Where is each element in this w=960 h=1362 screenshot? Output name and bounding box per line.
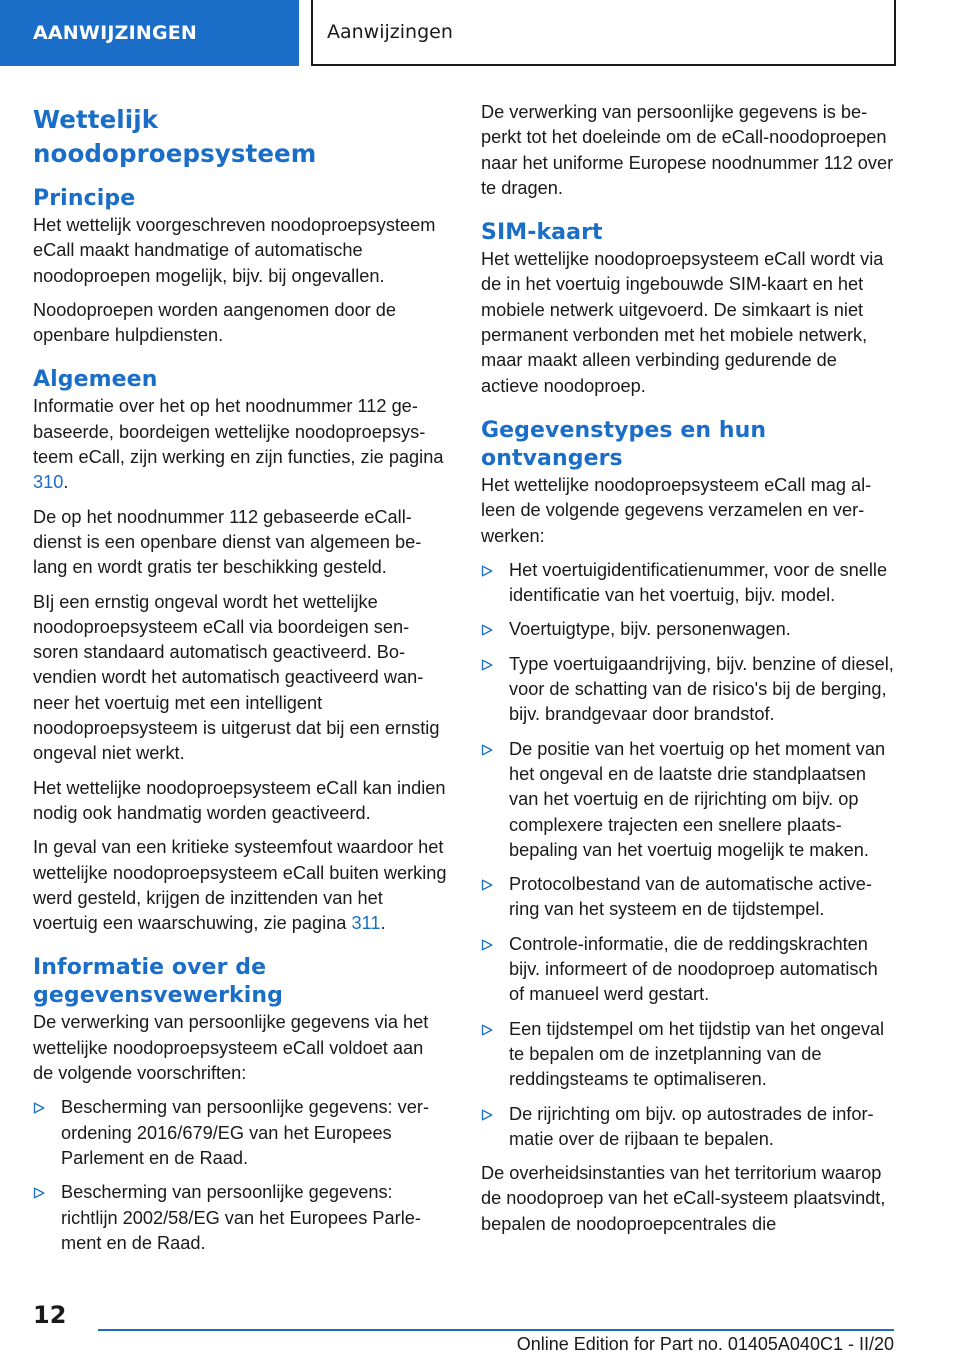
paragraph: BIj een ernstig ongeval wordt het wettelijke noodoproepsysteem eCall via boordeigen sensoren standaard automatisch geactiveerd. Bovendien wordt het automatisch geactiveerd wanneer het voertuig met een intelligent noodoproepsysteem is uitgerust dat bij een ernstig ongeval niet werkt. xyxy=(33,591,440,764)
heading-sim-kaart: SIM-kaart xyxy=(481,220,603,246)
triangle-right-outline-icon xyxy=(481,879,493,891)
paragraph-text: Informatie over het op het noodnummer 112 gebaseerde, boordeigen wettelijke noodoproepsysteem eCall, zijn werking en zijn functies, zie pagina xyxy=(33,396,444,468)
list-item-text: Type voertuigaandrijving, bijv. benzine of diesel, voor de schatting van de risico's bij de berging, bijv. brandgevaar door brandstof. xyxy=(509,653,894,725)
triangle-right-outline-icon xyxy=(33,1187,45,1199)
list-item-text: De rijrichting om bijv. op autostrades de informatie over de rijbaan te bepalen. xyxy=(509,1103,874,1149)
list-item-text: Bescherming van persoonlijke gegevens: verordening 2016/679/EG van het Europees Parlement en de Raad. xyxy=(61,1097,429,1168)
triangle-right-outline-icon xyxy=(481,624,493,636)
paragraph: Het wettelijke noodoproepsysteem eCall wordt via de in het voertuig ingebouwde SIM-kaart en het mobiele netwerk uitgevoerd. De simkaart is niet permanent verbonden met het mobiele netwerk, maar maakt alleen verbinding gedurende de actieve noodoproep. xyxy=(481,249,884,396)
list-item-text: Bescherming van persoonlijke gegevens: richtlijn 2002/58/EG van het Europees Parlement en de Raad. xyxy=(61,1182,421,1253)
triangle-right-outline-icon xyxy=(481,659,493,671)
list-item xyxy=(481,872,895,923)
list-item xyxy=(481,558,895,609)
paragraph: Het wettelijk voorgeschreven noodoproepsysteem eCall maakt handmatige of automatische noodoproepen mogelijk, bijv. bij ongevallen. xyxy=(33,215,436,286)
triangle-right-outline-icon xyxy=(481,939,493,951)
list-item xyxy=(481,652,895,728)
paragraph: De overheidsinstanties van het territorium waarop de noodoproep van het eCall-systeem plaatsvindt, bepalen de noodoproepcentrales die xyxy=(481,1163,886,1234)
triangle-right-outline-icon xyxy=(481,1109,493,1121)
triangle-right-outline-icon xyxy=(481,744,493,756)
triangle-right-outline-icon xyxy=(481,565,493,577)
heading-gegevenstypes: Gegevenstypes en hun ontvangers xyxy=(481,417,767,471)
page-link-311[interactable]: 311 xyxy=(351,913,381,934)
footer-rule xyxy=(98,1329,894,1331)
heading-line: Informatie over de xyxy=(33,955,267,981)
list-item xyxy=(481,617,895,642)
heading-line: gegevensvewerking xyxy=(33,983,283,1009)
heading-informatie xyxy=(33,954,447,1010)
paragraph: De verwerking van persoonlijke gegevens is beperkt tot het doeleinde om de eCall-noodoproepen naar het uniforme Europese noodnummer 112 over te dragen. xyxy=(481,102,894,198)
list-item-text: Voertuigtype, bijv. personenwagen. xyxy=(509,619,791,640)
list-item-text: Het voertuigidentificatienummer, voor de snelle identificatie van het voertuig, bijv. model. xyxy=(509,559,888,606)
heading-principe: Principe xyxy=(33,186,136,211)
bullet-list xyxy=(33,1095,447,1256)
section-tab: AANWIJZINGEN xyxy=(0,0,299,66)
bullet-list xyxy=(481,558,895,1152)
triangle-right-outline-icon xyxy=(33,1102,45,1114)
list-item xyxy=(481,1017,895,1093)
list-item-text: Controle-informatie, die de reddingskrachten bijv. informeert of de noodoproep automatisch of manueel werd gestart. xyxy=(509,933,878,1005)
list-item xyxy=(33,1095,447,1171)
right-column xyxy=(481,100,895,1246)
paragraph-text: . xyxy=(63,472,69,493)
list-item xyxy=(33,1180,447,1256)
paragraph: Het wettelijke noodoproepsysteem eCall kan indien nodig ook handmatig worden geactiveerd. xyxy=(33,777,446,823)
paragraph: Noodoproepen worden aangenomen door de openbare hulpdiensten. xyxy=(33,299,397,346)
paragraph: De verwerking van persoonlijke gegevens via het wettelijke noodoproepsysteem eCall voldoet aan de volgende voorschriften: xyxy=(33,1012,429,1084)
list-item-text: Een tijdstempel om het tijdstip van het ongeval te bepalen om de inzetplanning van de reddingsteams te optimaliseren. xyxy=(509,1018,885,1090)
list-item xyxy=(481,932,895,1008)
paragraph-text: . xyxy=(380,913,386,934)
page-link-310[interactable]: 310 xyxy=(33,472,64,493)
chapter-title: Aanwijzingen xyxy=(311,0,896,66)
footer-edition: Online Edition for Part no. 01405A040C1 - II/20 xyxy=(516,1334,894,1354)
list-item-text: De positie van het voertuig op het moment van het ongeval en de laatste drie standplaatsen van het voertuig en de rijrichting om bijv. op complexere trajecten een snellere plaatsbepaling van het voertuig mogelijk te maken. xyxy=(509,738,886,860)
page-number: 12 xyxy=(33,1301,67,1329)
paragraph xyxy=(33,835,447,936)
triangle-right-outline-icon xyxy=(481,1024,493,1036)
page-title: Wettelijk noodoproepsysteem xyxy=(33,105,317,168)
heading-algemeen: Algemeen xyxy=(33,367,158,393)
list-item-text: Protocolbestand van de automatische activering van het systeem en de tijdstempel. xyxy=(509,874,872,920)
paragraph xyxy=(33,394,447,495)
left-column xyxy=(33,100,447,1265)
paragraph-text: In geval van een kritieke systeemfout waardoor het wettelijke noodoproepsysteem eCall buiten werking werd gesteld, krijgen de inzittenden van het voertuig een waarschuwing, zie pagina xyxy=(33,837,447,934)
paragraph: De op het noodnummer 112 gebaseerde eCall-dienst is een openbare dienst van algemeen belang en wordt gratis ter beschikking gesteld. xyxy=(33,506,422,578)
list-item xyxy=(481,737,895,863)
paragraph: Het wettelijke noodoproepsysteem eCall mag alleen de volgende gegevens verzamelen en verwerken: xyxy=(481,474,872,546)
list-item xyxy=(481,1102,895,1153)
